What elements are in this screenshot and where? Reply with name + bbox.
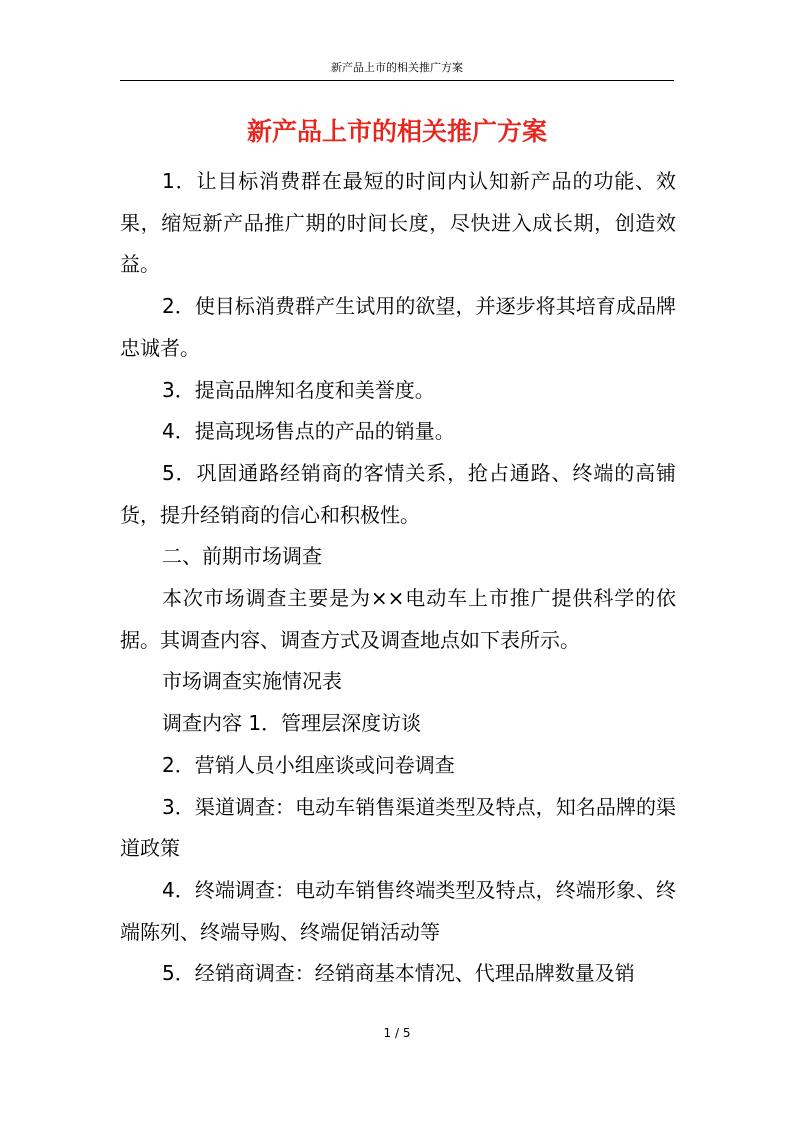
running-header: 新产品上市的相关推广方案: [331, 61, 463, 74]
document-title: 新产品上市的相关推广方案: [246, 117, 547, 146]
paragraph: 5．经销商调查：经销商基本情况、代理品牌数量及销: [162, 961, 635, 986]
document-body: [120, 161, 676, 995]
paragraph: 3．提高品牌知名度和美誉度。: [162, 377, 435, 402]
table-caption: 市场调查实施情况表: [162, 669, 342, 694]
header-divider: [120, 80, 674, 81]
section-heading: 二、前期市场调查: [162, 544, 322, 569]
paragraph: 调查内容 1．管理层深度访谈: [162, 711, 422, 736]
paragraph: 2．营销人员小组座谈或问卷调查: [162, 752, 455, 777]
paragraph: 5．巩固通路经销商的客情关系，抢占通路、终端的高铺货，提升经销商的信心和积极性。: [120, 460, 676, 527]
page-number: 1 / 5: [383, 1026, 411, 1040]
paragraph: 4．终端调查：电动车销售终端类型及特点，终端形象、终端陈列、终端导购、终端促销活动等: [120, 877, 676, 944]
paragraph: 4．提高现场售点的产品的销量。: [162, 419, 455, 444]
paragraph: 1．让目标消费群在最短的时间内认知新产品的功能、效果，缩短新产品推广期的时间长度，尽快进入成长期，创造效益。: [120, 169, 676, 277]
paragraph: 本次市场调查主要是为××电动车上市推广提供科学的依据。其调查内容、调查方式及调查地点如下表所示。: [120, 586, 676, 652]
paragraph: 3．渠道调查：电动车销售渠道类型及特点，知名品牌的渠道政策: [120, 794, 676, 861]
paragraph: 2．使目标消费群产生试用的欲望，并逐步将其培育成品牌忠诚者。: [120, 294, 676, 360]
